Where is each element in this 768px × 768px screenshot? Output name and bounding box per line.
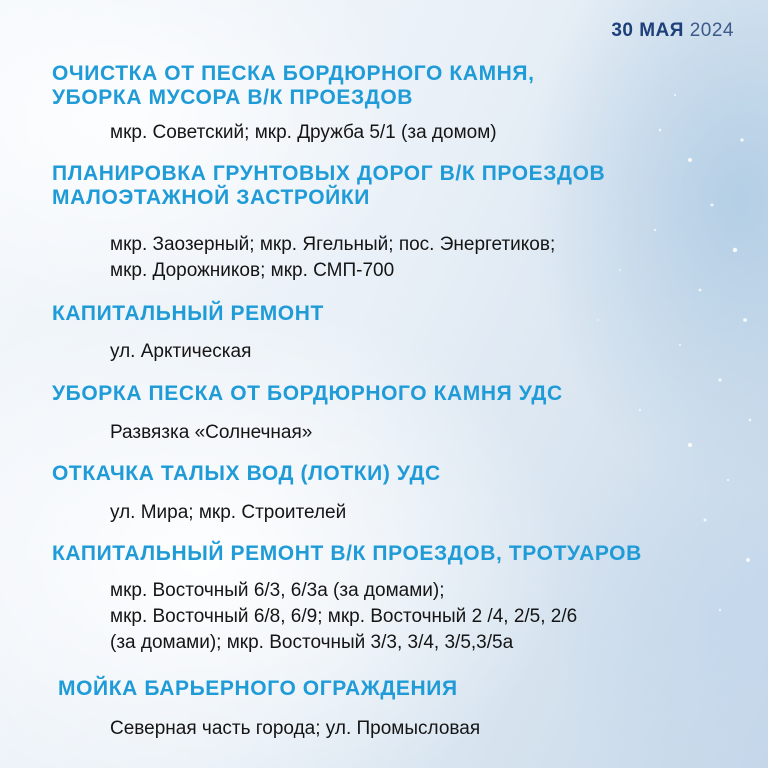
heading-line: ПЛАНИРОВКА ГРУНТОВЫХ ДОРОГ В/К ПРОЕЗДОВ [52, 162, 606, 185]
section-heading-barrier-washing [58, 677, 458, 701]
location-line: мкр. Восточный 6/8, 6/9; мкр. Восточный 2 /4, 2/5, 2/6 [110, 606, 578, 627]
heading-line: УБОРКА МУСОРА В/К ПРОЕЗДОВ [52, 86, 414, 109]
date-label [611, 20, 734, 42]
section-locations-road-grading [110, 232, 555, 284]
location-line: ул. Арктическая [110, 341, 252, 362]
section-locations-driveway-repair [110, 578, 577, 656]
section-heading-capital-repair [52, 302, 324, 326]
location-line: Развязка «Солнечная» [110, 422, 313, 443]
location-line: мкр. Дорожников; мкр. СМП-700 [110, 260, 395, 281]
location-line: мкр. Заозерный; мкр. Ягельный; пос. Энергетиков; [110, 234, 556, 255]
section-locations-capital-repair [110, 339, 251, 365]
section-locations-barrier-washing [110, 716, 480, 742]
section-locations-meltwater-pumping [110, 500, 346, 526]
section-locations-sand-cleaning [110, 120, 497, 146]
heading-line: МОЙКА БАРЬЕРНОГО ОГРАЖДЕНИЯ [58, 677, 458, 700]
section-heading-driveway-repair [52, 542, 642, 566]
heading-line: МАЛОЭТАЖНОЙ ЗАСТРОЙКИ [52, 186, 370, 209]
heading-line: ОТКАЧКА ТАЛЫХ ВОД (ЛОТКИ) УДС [52, 462, 441, 485]
section-heading-road-grading [52, 162, 605, 210]
section-heading-meltwater-pumping [52, 462, 441, 486]
heading-line: КАПИТАЛЬНЫЙ РЕМОНТ [52, 302, 324, 325]
section-heading-sand-cleaning [52, 62, 535, 110]
date-year: 2024 [689, 20, 734, 41]
location-line: мкр. Советский; мкр. Дружба 5/1 (за домом) [110, 122, 497, 143]
heading-line: УБОРКА ПЕСКА ОТ БОРДЮРНОГО КАМНЯ УДС [52, 382, 563, 405]
section-heading-sand-removal-uds [52, 382, 563, 406]
location-line: (за домами); мкр. Восточный 3/3, 3/4, 3/5,3/5а [110, 632, 514, 653]
location-line: ул. Мира; мкр. Строителей [110, 502, 347, 523]
section-locations-sand-removal-uds [110, 420, 312, 446]
heading-line: КАПИТАЛЬНЫЙ РЕМОНТ В/К ПРОЕЗДОВ, ТРОТУАРОВ [52, 542, 642, 565]
date-day-month: 30 МАЯ [611, 20, 684, 41]
location-line: Северная часть города; ул. Промысловая [110, 718, 481, 739]
heading-line: ОЧИСТКА ОТ ПЕСКА БОРДЮРНОГО КАМНЯ, [52, 62, 535, 85]
location-line: мкр. Восточный 6/3, 6/3а (за домами); [110, 580, 445, 601]
